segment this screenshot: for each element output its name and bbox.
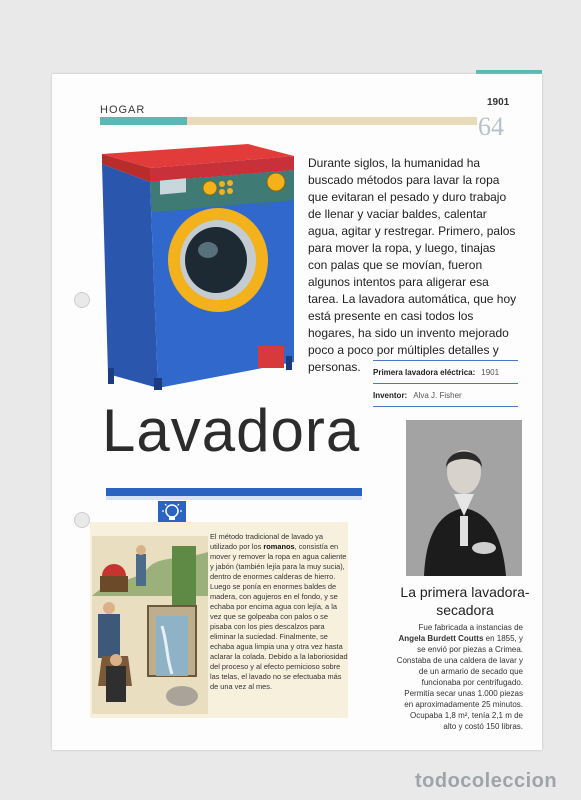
- binder-hole: [74, 292, 90, 308]
- facts-table: [373, 360, 518, 407]
- watermark: todocoleccion: [415, 770, 558, 792]
- fact-label: Primera lavadora eléctrica:: [373, 367, 476, 377]
- fact-value: Alva J. Fisher: [413, 390, 462, 400]
- intro-paragraph: Durante siglos, la humanidad ha buscado métodos para lavar la ropa que evitaran el pesado y duro trabajo de llenar y vaciar baldes, calentar agua, agitar y restregar. Primero, palos para mover la ropa, y luego, tinajas con palas que se movían, fueron algunos intentos para aligerar esa tarea. La lavadora automática, que hoy está presente en casi todos los hogares, ha sido un invento mejorado poco a poco por múltiples detalles y personas.: [308, 156, 517, 374]
- page-number: 64: [478, 112, 504, 141]
- page-title: Lavadora: [102, 397, 361, 464]
- portrait-image: [406, 420, 522, 576]
- fact-value: 1901: [481, 367, 500, 377]
- fact-row: [373, 360, 518, 383]
- fact-label: Inventor:: [373, 390, 408, 400]
- portrait-photo: [406, 420, 522, 576]
- info-text: El método tradicional de lavado ya utilizado por los: [210, 532, 323, 551]
- info-box-text: [210, 532, 348, 692]
- lightbulb-icon: [158, 501, 186, 523]
- portrait-caption-body: [395, 622, 523, 732]
- info-text: , consistía en mover y remover la ropa en agua caliente y jabón (también lejía para la muy sucia), dentro de enormes calderas de hierro. Luego se ponía en enormes baldes de madera, con agujeros en el fondo, y se echaba por encima agua con lejía, a la vez que se golpeaba con palos o se pisaba con los pies descalzos para eliminar la suciedad. Finalmente, se echaba agua limpia una y otra vez hasta aclarar la colada. Debido a la laboriosidad del proceso y al efecto pernicioso sobre las telas, el lavado no se efectuaba más de una vez al mes.: [210, 542, 348, 691]
- historical-washing-illustration: [92, 536, 208, 714]
- lightbulb-badge: [158, 501, 186, 523]
- caption-text: en 1855, y se envió por piezas a Crimea. Constaba de una caldera de lavar y de un armario de secado que funcionaba por centrifugado. Permitía secar unas 1.000 piezas en aproximadamente 25 minutos. Ocupaba 1,8 m², tenía 2,1 m de alto y costó 150 libras.: [396, 634, 523, 731]
- binder-hole: [74, 512, 90, 528]
- info-box-header: [106, 488, 362, 496]
- fact-row: [373, 383, 518, 407]
- info-highlight: romanos: [263, 542, 295, 551]
- header-stripe-beige: [187, 117, 477, 125]
- portrait-caption-title: La primera lavadora-secadora: [400, 584, 530, 618]
- caption-name: Angela Burdett Coutts: [398, 634, 484, 643]
- caption-text: Fue fabricada a instancias de: [418, 623, 523, 632]
- section-label: HOGAR: [100, 104, 146, 116]
- washing-machine-image: [98, 142, 298, 390]
- header-stripe: [100, 117, 187, 125]
- year-label: 1901: [487, 97, 510, 108]
- info-box-header-light: [106, 496, 362, 500]
